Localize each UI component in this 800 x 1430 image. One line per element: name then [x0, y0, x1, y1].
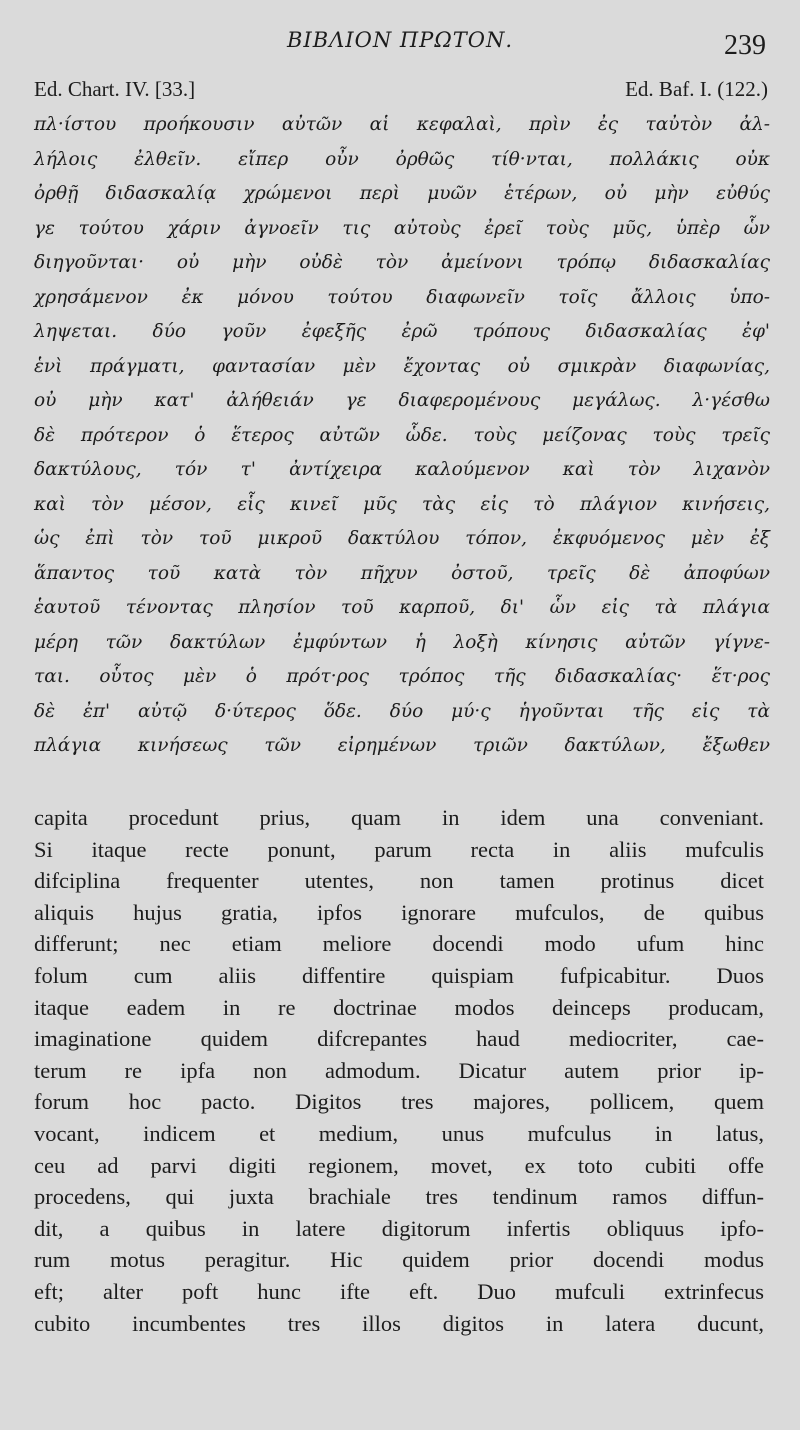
- edition-basel-reference: Ed. Baf. I. (122.): [625, 77, 768, 101]
- greek-line: χρησάμενον ἐκ μόνου τούτου διαφωνεῖν τοῖς ἄλλοις ὑπο-: [34, 286, 770, 308]
- latin-line: imaginatione quidem difcrepantes haud mediocriter, cae-: [34, 1026, 764, 1052]
- latin-line: difciplina frequenter utentes, non tamen protinus dicet: [34, 868, 764, 894]
- latin-line: rum motus peragitur. Hic quidem prior docendi modus: [34, 1247, 764, 1273]
- greek-line: ληψεται. δύο γοῦν ἐφεξῆς ἐρῶ τρόπους διδασκαλίας ἐφ': [34, 321, 770, 342]
- latin-line: dit, a quibus in latere digitorum infertis obliquus ipfo-: [34, 1215, 764, 1241]
- latin-line: cubito incumbentes tres illos digitos in latera ducunt,: [34, 1310, 764, 1336]
- greek-line: δακτύλους, τόν τ' ἀντίχειρα καλούμενον καὶ τὸν λιχανὸν: [34, 459, 770, 480]
- greek-line: καὶ τὸν μέσον, εἷς κινεῖ μῦς τὰς εἰς τὸ πλάγιον κινήσεις,: [34, 493, 770, 515]
- latin-line: itaque eadem in re doctrinae modos deinceps producam,: [34, 994, 764, 1020]
- greek-line: λήλοις ἐλθεῖν. εἴπερ οὖν ὀρθῶς τίθ·νται, πολλάκις οὐκ: [34, 148, 770, 170]
- page-number: 239: [724, 30, 766, 61]
- greek-line: ὀρθῇ διδασκαλίᾳ χρώμενοι περὶ μυῶν ἑτέρων, οὐ μὴν εὐθύς: [34, 183, 770, 204]
- latin-line: forum hoc pacto. Digitos tres majores, pollicem, quem: [34, 1089, 764, 1115]
- greek-line: ἅπαντος τοῦ κατὰ τὸν πῆχυν ὀστοῦ, τρεῖς δὲ ἀποφύων: [34, 562, 770, 584]
- running-title: ΒΙΒΛΙΟΝ ΠΡΩΤΟΝ.: [286, 28, 513, 52]
- latin-line: ceu ad parvi digiti regionem, movet, ex toto cubiti offe: [34, 1152, 764, 1178]
- greek-line: δὲ πρότερον ὁ ἕτερος αὐτῶν ὧδε. τοὺς μείζονας τοὺς τρεῖς: [34, 424, 770, 446]
- greek-line: ὡς ἐπὶ τὸν τοῦ μικροῦ δακτύλου τόπον, ἐκφυόμενος μὲν ἐξ: [34, 528, 770, 549]
- greek-line: μέρη τῶν δακτύλων ἐμφύντων ἡ λοξὴ κίνησις αὐτῶν γίγνε-: [34, 631, 770, 653]
- latin-text-block: [34, 802, 764, 1339]
- greek-line: ται. οὗτος μὲν ὁ πρότ·ρος τρόπος τῆς διδασκαλίας· ἕτ·ρος: [34, 666, 770, 687]
- latin-line: Si itaque recte ponunt, parum recta in aliis mufculis: [34, 836, 764, 862]
- latin-line: terum re ipfa non admodum. Dicatur autem prior ip-: [34, 1057, 764, 1083]
- latin-line: folum cum aliis diffentire quispiam fufpicabitur. Duos: [34, 962, 764, 988]
- latin-line: aliquis hujus gratia, ipfos ignorare mufculos, de quibus: [34, 899, 764, 925]
- greek-line: γε τούτου χάριν ἀγνοεῖν τις αὐτοὺς ἐρεῖ τοὺς μῦς, ὑπὲρ ὧν: [34, 217, 770, 239]
- latin-line: vocant, indicem et medium, unus mufculus in latus,: [34, 1120, 764, 1146]
- greek-line: πλάγια κινήσεως τῶν εἰρημένων τριῶν δακτύλων, ἔξωθεν: [34, 735, 770, 756]
- latin-line: capita procedunt prius, quam in idem una conveniant.: [34, 805, 764, 830]
- greek-line: πλ·ίστου προήκουσιν αὐτῶν αἱ κεφαλαὶ, πρὶν ἐς ταὐτὸν ἀλ-: [34, 114, 770, 135]
- greek-line: διηγοῦνται· οὐ μὴν οὐδὲ τὸν ἀμείνονι τρόπῳ διδασκαλίας: [34, 252, 770, 273]
- greek-line: ἑνὶ πράγματι, φαντασίαν μὲν ἔχοντας οὐ σμικρὰν διαφωνίας,: [34, 355, 770, 377]
- greek-line: οὐ μὴν κατ' ἀλήθειάν γε διαφερομένους μεγάλως. λ·γέσθω: [34, 390, 770, 411]
- latin-line: procedens, qui juxta brachiale tres tendinum ramos diffun-: [34, 1184, 764, 1210]
- edition-chartier-reference: Ed. Chart. IV. [33.]: [34, 77, 196, 101]
- latin-line: differunt; nec etiam meliore docendi modo ufum hinc: [34, 931, 764, 957]
- greek-line: δὲ ἐπ' αὐτῷ δ·ύτερος ὅδε. δύο μύ·ς ἡγοῦνται τῆς εἰς τὰ: [34, 700, 770, 722]
- latin-line: eft; alter poft hunc ifte eft. Duo mufculi extrinfecus: [34, 1278, 764, 1304]
- greek-line: ἑαυτοῦ τένοντας πλησίον τοῦ καρποῦ, δι' ὧν εἰς τὰ πλάγια: [34, 597, 770, 618]
- greek-text-block: [34, 108, 770, 764]
